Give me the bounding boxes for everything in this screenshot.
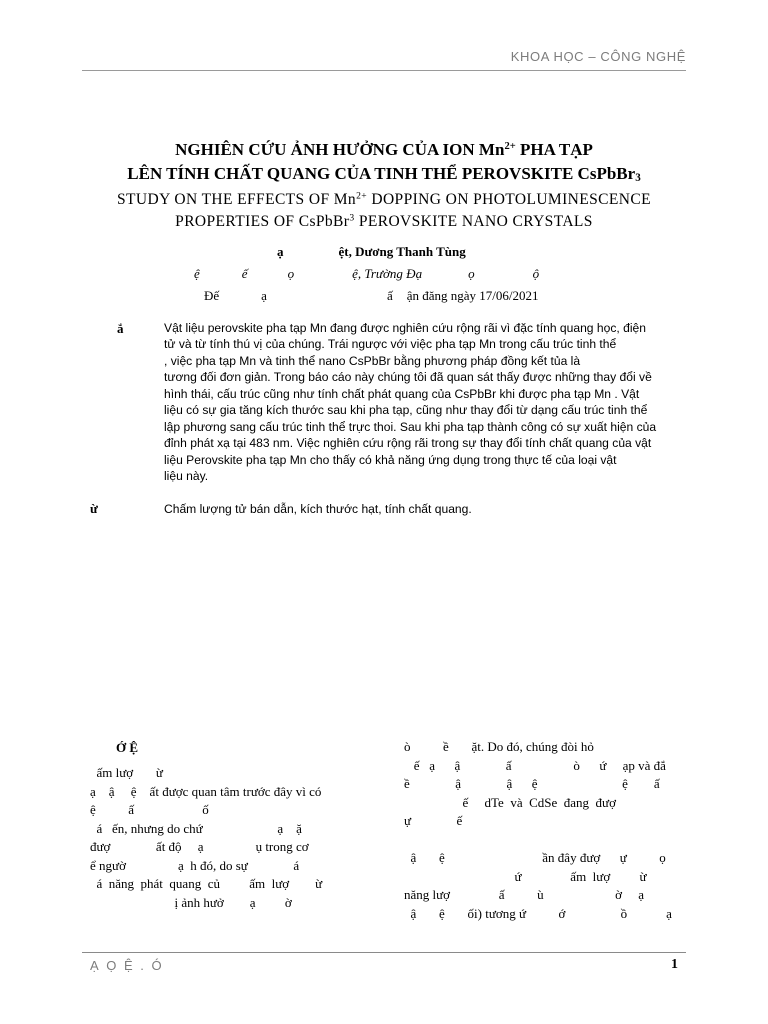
page-number: 1 (671, 957, 678, 972)
body-text-line: ề ậ ậ ệ ệ ấ (404, 776, 660, 791)
body-text-line: ấm lượ ừ (90, 765, 163, 780)
body-text-line: á ến, nhưng do chứ ạ ặ (90, 820, 302, 836)
abstract-line: liệu Perovskite pha tạp Mn cho thấy có khả năng ứng dụng trong thực tế của loại vật (164, 452, 617, 467)
right-column-body (404, 738, 682, 923)
abstract-line: , việc pha tạp Mn và tinh thể nano CsPbBr bằng phương pháp đồng kết tủa là (164, 353, 581, 368)
journal-section-label: KHOA HỌC – CÔNG NGHỆ (510, 49, 686, 64)
body-text-line: ể ngườ ạ h đó, do sự á (90, 857, 300, 873)
footer-divider (82, 952, 686, 953)
body-text-line: ậ ệ ần đây đượ ự ọ (404, 850, 666, 865)
body-text-line: đượ ất độ ạ ụ trong cơ (90, 839, 309, 854)
body-text-line: ị ảnh hưở ạ ờ (90, 894, 292, 910)
abstract-body (164, 320, 687, 485)
body-text-line: ứ ấm lượ ừ (404, 868, 647, 884)
abstract-line: liệu này. (164, 469, 209, 484)
body-text-line: năng lượ ấ ù ờ ạ (404, 887, 644, 902)
abstract-line: tử và từ tính thú vị của chúng. Trái ngược với việc pha tạp Mn trong cấu trúc tinh thể (164, 337, 617, 352)
title-en-line-1: STUDY ON THE EFFECTS OF $Mn^{2+}$ DOPPING ON PHOTOLUMINESCENCE (117, 190, 651, 208)
abstract-line: hình thái, cấu trúc cũng như tính chất phát quang của CsPbBr khi được pha tạp Mn . Vật (164, 386, 640, 401)
body-text-line: ò ề ặt. Do đó, chúng đòi hỏ (404, 739, 594, 754)
abstract-line: liệu có sự gia tăng kích thước sau khi pha tạp, cũng như thay đổi từ dạng cấu trúc tinh thể (164, 403, 648, 418)
abstract-label: ắ (117, 321, 124, 336)
body-text-line: ế ạ ậ ấ ò ứ ạp và đắ (404, 757, 666, 773)
footer-journal-name: Ạ Ọ Ệ . Ó (90, 958, 164, 973)
abstract-line: Vật liệu perovskite pha tạp Mn đang được nghiên cứu rộng rãi vì đặc tính quang học, điện (164, 321, 646, 335)
body-text-line: ự ế (404, 813, 463, 828)
body-text-line: á năng phát quang củ ấm lượ ừ (90, 876, 323, 891)
abstract-line: tương đối đơn giản. Trong báo cáo này chúng tôi đã quan sát thấy được những thay đổi về (164, 370, 652, 385)
submission-dates-line: Đế ạ ấ ận đăng ngày 17/06/2021 (204, 288, 539, 303)
header-divider (82, 70, 686, 71)
keywords-text: Chấm lượng tử bán dẫn, kích thước hạt, tính chất quang. (164, 502, 472, 516)
body-text-line: ậ ệ ối) tương ứ ớ ồ ạ (404, 905, 672, 921)
body-text-line: ế dTe và CdSe đang đượ (404, 794, 616, 810)
keywords-label: ừ (90, 501, 98, 516)
title-en-line-2: PROPERTIES OF CsPbBr$^3$ PEROVSKITE NANO CRYSTALS (175, 212, 593, 230)
affiliation-line: ệ ế ọ ệ, Trường Đạ ọ ộ (194, 266, 540, 281)
left-column-body (90, 764, 390, 912)
abstract-line: lập phương sang cấu trúc tinh thể trực thoi. Sau khi pha tạp thành công có sự xuất hiện của (164, 419, 657, 434)
title-vi-line-2: LÊN TÍNH CHẤT QUANG CỦA TINH THỂ PEROVSKITE CsPbBr$_3$ (127, 164, 641, 185)
body-text-line (404, 831, 682, 850)
abstract-line: đỉnh phát xạ tại 483 nm. Việc nghiên cứu rộng rãi trong sự thay đổi tính chất quang của vật (164, 436, 652, 451)
body-text-line: ệ ấ ố (90, 802, 209, 817)
body-text-line: ạ ậ ệ ất được quan tâm trước đây vì có (90, 783, 322, 799)
authors-line: ạ ệt, Dương Thanh Tùng (277, 244, 466, 259)
title-vi-line-1: NGHIÊN CỨU ẢNH HƯỞNG CỦA ION $Mn^{2+}$ PHA TẠP (175, 140, 593, 159)
section-heading-introduction: Ớ Ệ (116, 740, 139, 755)
